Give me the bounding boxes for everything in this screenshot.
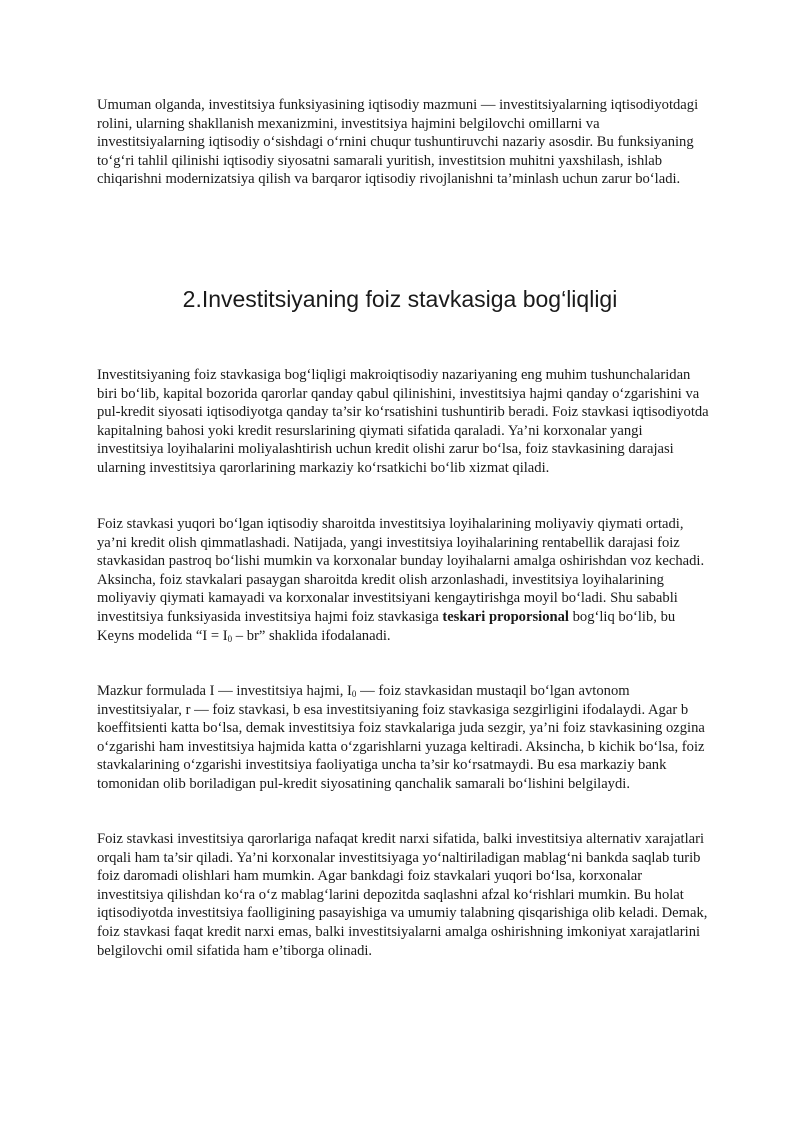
section-heading: 2.Investitsiyaning foiz stavkasiga bog‘liqligi — [182, 286, 618, 312]
paragraph-3 — [97, 682, 709, 794]
paragraph-1: Investitsiyaning foiz stavkasiga bog‘liqligi makroiqtisodiy nazariyaning eng muhim tushunchalaridan biri bo‘lib, kapital bozorida qarorlar qanday qabul qilinishini, investitsiya hajmi qanday o‘zgarishini va pul-kredit siyosati iqtisodiyotga qanday ta’sir ko‘rsatishini tushuntirib beradi. Foiz stavkasi iqtisodiyotda kapitalning bahosi yoki kredit resurslarining qiymati sifatida qaraladi. Ya’ni korxonalar yangi investitsiya loyihalarini moliyalashtirish uchun kredit olishi zarur bo‘lsa, foiz stavkasining darajasi ularning investitsiya qarorlarining markaziy ko‘rsatkichi bo‘lib xizmat qiladi. — [97, 367, 709, 476]
paragraph-2-text-a: Foiz stavkasi yuqori bo‘lgan iqtisodiy sharoitda investitsiya loyihalarining moliyaviy qiymati ortadi, ya’ni kredit olish qimmatlashadi. Natijada, yangi investitsiya loyihalarining rentabellik darajasi foiz stavkasidan pastroq bo‘lishi mumkin va korxonalar bunday loyihalarni amalga oshirishdan voz kechadi. Aksincha, foiz stavkalari pasaygan sharoitda kredit olish arzonlashadi, investitsiya loyihalarining moliyaviy qiymati kamayadi va korxonalar investitsiyani kengaytirishga moyil bo‘ladi. Shu sababli investitsiya funksiyasida investitsiya hajmi foiz stavkasiga — [97, 516, 705, 625]
paragraph-2-bold-term: teskari proporsional — [442, 608, 569, 625]
paragraph-2-text-c: – br” shaklida ifodalanadi. — [232, 627, 391, 644]
formula-subscript: 0 — [351, 689, 357, 699]
paragraph-4: Foiz stavkasi investitsiya qarorlariga nafaqat kredit narxi sifatida, balki investitsiya alternativ xarajatlari orqali ham ta’sir qiladi. Ya’ni korxonalar investitsiyaga yo‘naltiriladigan mablag‘ni bankda saqlab turib foiz daromadi olishlari ham mumkin. Agar bankdagi foiz stavkalari yuqori bo‘lsa, korxonalar investitsiya qilishdan ko‘ra o‘z mablag‘larini depozitda saqlashni afzal ko‘rishlari mumkin. Bu holat iqtisodiyotda investitsiya faolligining pasayishiga va umumiy talabning qisqarishiga olib keladi. Demak, foiz stavkasi faqat kredit narxi emas, balki investitsiyalarni amalga oshirishning imkoniyat xarajatlarini belgilovchi omil sifatida ham e’tiborga olinadi. — [97, 831, 708, 959]
formula-subscript: 0 — [227, 633, 233, 644]
intro-paragraph: Umuman olganda, investitsiya funksiyasining iqtisodiy mazmuni — investitsiyalarning iqtisodiyotdagi rolini, ularning shakllanish mexanizmini, investitsiya hajmini belgilovchi omillarni va investitsiyalarning iqtisodiy o‘sishdagi o‘rnini chuqur tushuntiruvchi nazariy asosdir. Bu funksiyaning to‘g‘ri tahlil qilinishi iqtisodiy siyosatni samarali yuritish, investitsion muhitni yaxshilash, ishlab chiqarishni modernizatsiya qilish va barqaror iqtisodiy rivojlanishni ta’minlash uchun zarur bo‘ladi. — [97, 97, 699, 188]
paragraph-2-text-b: bog‘liq bo‘lib, bu Keyns modelida “I = I — [97, 608, 676, 644]
paragraph-3-text-a: Mazkur formulada I — investitsiya hajmi, I — [97, 683, 352, 699]
paragraph-2 — [97, 515, 709, 645]
paragraph-3-text-b: — foiz stavkasidan mustaqil bo‘lgan avtonom investitsiyalar, r — foiz stavkasi, b esa investitsiyaning foiz stavkasiga sezgirligini ifodalaydi. Agar b koeffitsienti katta bo‘lsa, demak investitsiya foiz stavkalariga juda sezgir, ya’ni foiz stavkasining ozgina o‘zgarishi ham investitsiya hajmida katta o‘zgarishlarni yuzaga keltiradi. Aksincha, b kichik bo‘lsa, foiz stavkalarining o‘zgarishi investitsiya faoliyatiga uncha ta’sir ko‘rsatmaydi. Bu esa markaziy bank tomonidan olib boriladigan pul-kredit siyosatining qanchalik samarali bo‘lishini belgilaydi. — [97, 683, 705, 792]
